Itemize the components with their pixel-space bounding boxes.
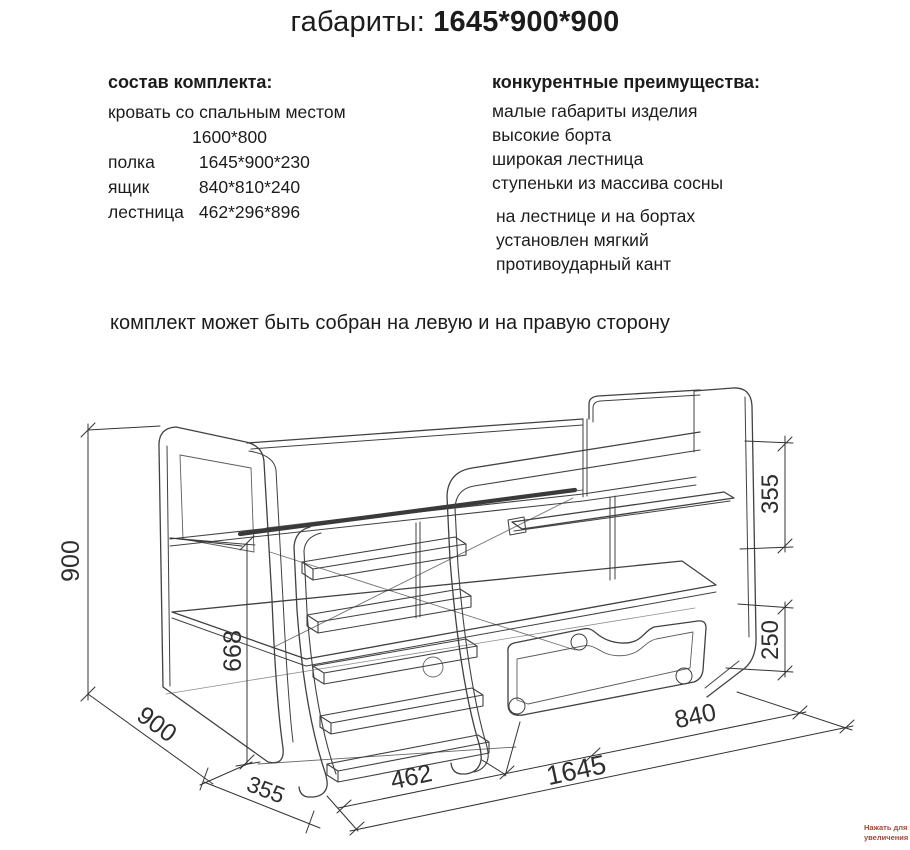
kit-header: состав комплекта: <box>108 72 273 92</box>
kit-item-bed-size: 1600*800 <box>192 127 267 147</box>
advantages-note-line: установлен мягкий <box>496 230 649 250</box>
drawer <box>508 621 706 715</box>
bed-platform <box>170 477 696 650</box>
kit-item-shelf-size: 1645*900*230 <box>198 152 310 172</box>
lower-deck <box>166 561 716 764</box>
dim-length: 1645 <box>543 749 609 792</box>
kit-item-drawer-name: ящик <box>108 177 150 197</box>
advantages-note-line: противоударный кант <box>496 254 672 274</box>
dim-ladder-width: 462 <box>388 759 435 796</box>
ladder-steps <box>302 537 489 782</box>
zoom-hint-line2: увеличения <box>864 833 909 842</box>
kit-item-bed-name: кровать со спальным местом <box>108 102 346 122</box>
advantage-item: малые габариты изделия <box>492 101 698 121</box>
dim-depth: 900 <box>131 700 182 749</box>
dim-board-height: 355 <box>757 473 784 515</box>
assembly-note: комплект может быть собран на левую и на правую сторону <box>110 312 670 334</box>
title-dimensions: 1645*900*900 <box>433 6 620 38</box>
dim-drawer-width: 840 <box>672 698 719 735</box>
guard-rail-and-right-stringer <box>447 432 700 774</box>
kit-item-ladder-size: 462*296*896 <box>198 202 301 222</box>
zoom-hint-line1: Нажать для <box>864 823 908 832</box>
left-side-panel <box>159 427 293 763</box>
dim-clearance: 668 <box>219 630 247 672</box>
kit-item-drawer-size: 840*810*240 <box>198 177 301 197</box>
dim-drawer-height: 250 <box>757 619 784 661</box>
kit-item-shelf-name: полка <box>108 152 155 172</box>
dim-height: 900 <box>57 540 85 582</box>
right-side-panel <box>694 388 756 697</box>
dim-ladder-depth: 355 <box>243 770 289 809</box>
advantages-note-line: на лестнице и на бортах <box>496 206 696 226</box>
advantage-item: ступеньки из массива сосны <box>492 173 724 193</box>
advantages-header: конкурентные преимущества: <box>492 72 761 92</box>
advantage-item: высокие борта <box>492 125 612 145</box>
advantage-item: широкая лестница <box>492 149 644 169</box>
zoom-hint[interactable] <box>864 823 910 843</box>
title-label: габариты: <box>290 6 425 38</box>
kit-item-ladder-name: лестница <box>108 202 184 222</box>
shelf-back-panel <box>589 390 700 422</box>
